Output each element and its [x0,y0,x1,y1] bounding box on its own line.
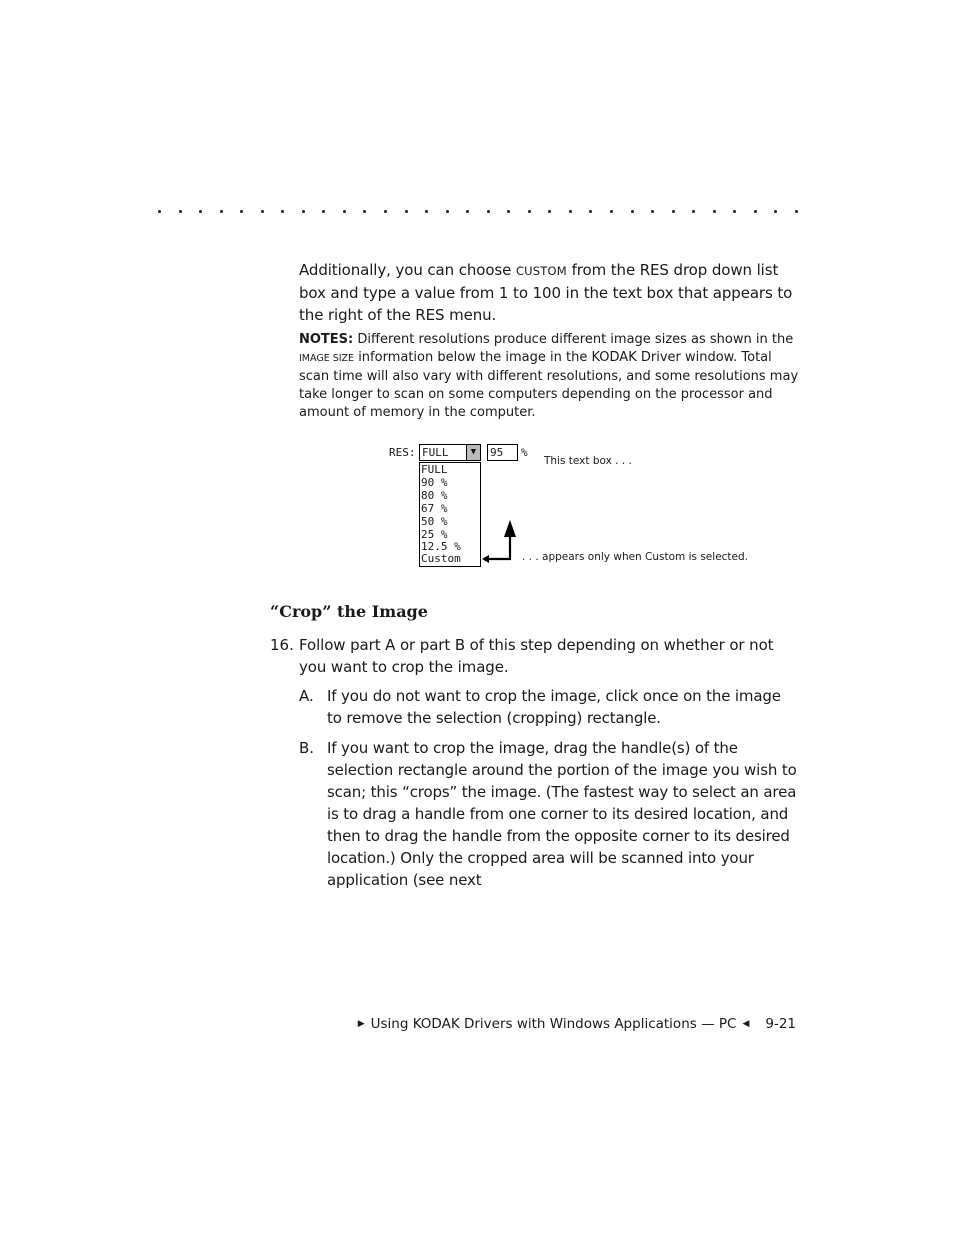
up-arrow-icon [480,516,522,566]
footer-title: Using KODAK Drivers with Windows Applications — PC [370,1016,737,1032]
res-dropdown[interactable] [419,444,481,461]
res-option[interactable]: 12.5 % [421,540,461,553]
custom-value-input[interactable]: 95 [487,444,518,461]
callout-text-box: This text box . . . [544,455,632,467]
image-size-term: IMAGE SIZE [299,353,355,364]
item-a-label: A. [299,687,314,705]
dropdown-arrow-icon[interactable]: ▼ [466,445,480,460]
right-triangle-icon: ▶ [357,1019,365,1029]
percent-sign: % [521,446,528,459]
dotted-rule [158,201,798,221]
res-selected-value: FULL [422,446,449,459]
notes-label: NOTES: [299,332,354,347]
callout-custom: . . . appears only when Custom is selected. [522,551,749,563]
step-number: 16. [270,636,294,654]
page-number: 9-21 [765,1016,796,1032]
res-option[interactable]: FULL [421,463,448,476]
res-option[interactable]: 90 % [421,476,448,489]
item-b-text: If you want to crop the image, drag the handle(s) of the selection rectangle around the portion of the image you wish to scan; this “crops” the image. (The fastest way to select an area is to drag a handle from one corner to its desired location, and then to drag the handle from the opposite corner to its desired location.) Only the cropped area will be scanned into your application (see next [327,739,797,889]
res-option[interactable]: 80 % [421,489,448,502]
custom-term: CUSTOM [515,264,567,278]
page-footer [358,1016,796,1032]
res-option[interactable]: 50 % [421,515,448,528]
item-b-label: B. [299,739,315,757]
section-heading: “Crop” the Image [270,602,428,621]
res-option[interactable]: 67 % [421,502,448,515]
res-option[interactable]: Custom [421,552,461,565]
left-triangle-icon: ◀ [742,1019,750,1029]
step-text: Follow part A or part B of this step depending on whether or not you want to crop the image. [299,636,774,676]
intro-paragraph: Additionally, you can choose CUSTOM from the RES drop down list box and type a value from 1 to 100 in the text box that appears to the right of the RES menu. [299,261,793,324]
res-options-list [419,462,481,567]
item-a-text: If you do not want to crop the image, click once on the image to remove the selection (cropping) rectangle. [327,687,781,727]
res-option[interactable]: 25 % [421,528,448,541]
notes-paragraph: NOTES: Different resolutions produce different image sizes as shown in the IMAGE SIZE information below the image in the KODAK Driver window. Total scan time will also vary with different resolutions, and some resolutions may take longer to scan on some computers depending on the processor and amount of memory in the computer. [299,332,799,420]
res-label: RES: [389,446,416,459]
